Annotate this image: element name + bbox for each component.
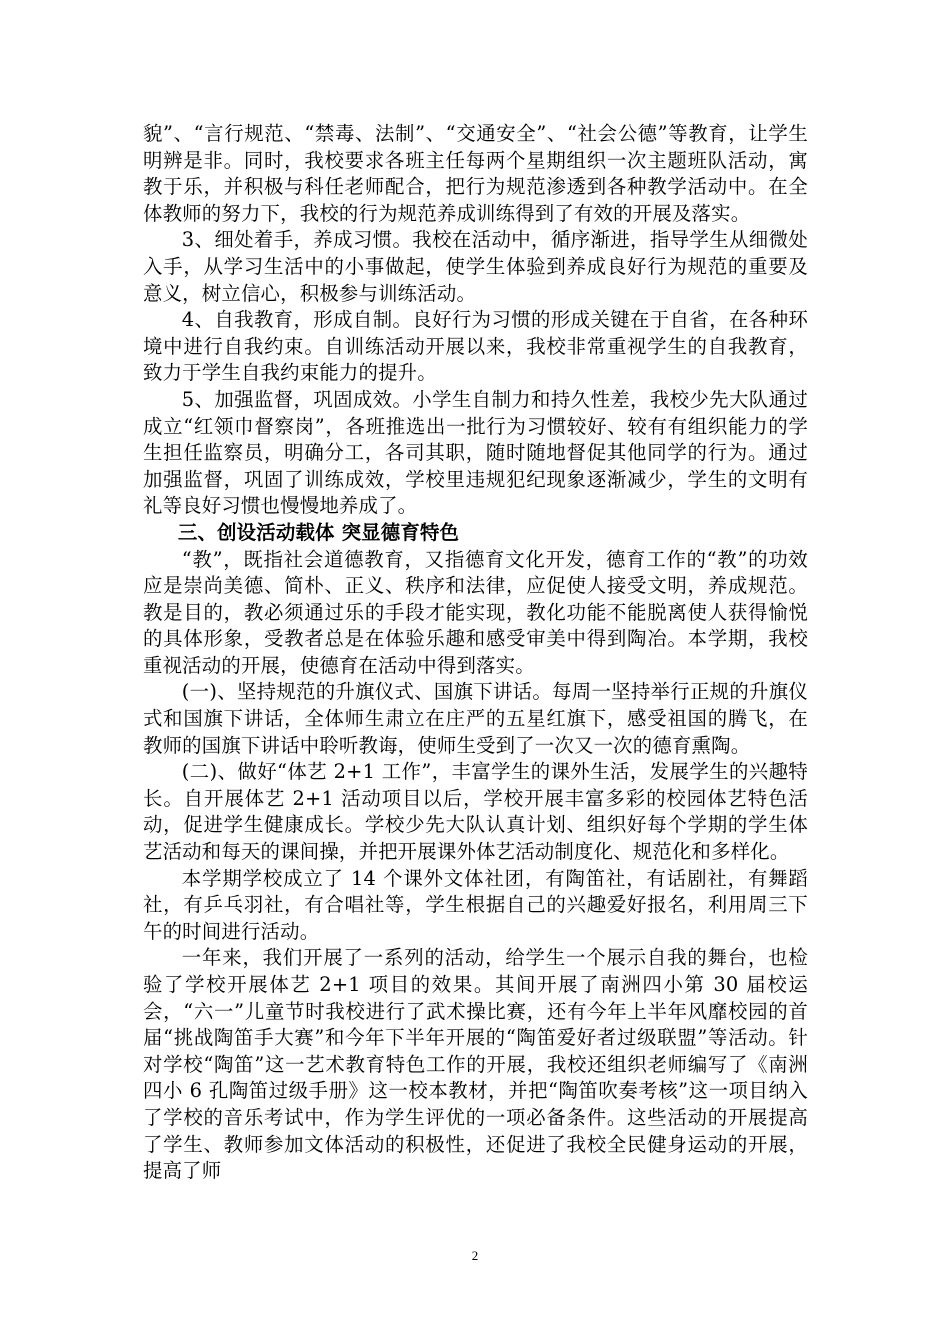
paragraph-teaching-intro: “教”，既指社会道德教育，又指德育文化开发，德育工作的“教”的功效应是崇尚美德、简朴、正义、秩序和法律，应促使人接受文明，养成规范。教是目的，教必须通过乐的手段才能实现，教化功能不能脱离使人获得愉悦的具体形象，受教者总是在体验乐趣和感受审美中得到陶冶。本学期，我校重视活动的开展，使德育在活动中得到落实。 [143,547,808,677]
paragraph-item-4: 4、自我教育，形成自制。良好行为习惯的形成关键在于自省，在各种环境中进行自我约束。自训练活动开展以来，我校非常重视学生的自我教育，致力于学生自我约束能力的提升。 [143,308,808,385]
page-number: 2 [471,1248,479,1263]
document-body [143,121,808,1185]
paragraph-clubs: 本学期学校成立了 14 个课外文体社团，有陶笛社，有话剧社，有舞蹈社，有乒乓羽社，有合唱社等，学生根据自己的兴趣爱好报名，利用周三下午的时间进行活动。 [143,866,808,943]
paragraph-item-3: 3、细处着手，养成习惯。我校在活动中，循序渐进，指导学生从细微处入手，从学习生活中的小事做起，使学生体验到养成良好行为规范的重要及意义，树立信心，积极参与训练活动。 [143,228,808,305]
paragraph-sports-arts: (二)、做好“体艺 2+1 工作”，丰富学生的课外生活，发展学生的兴趣特长。自开展体艺 2+1 活动项目以后，学校开展丰富多彩的校园体艺特色活动，促进学生健康成长。学校少先大队认真计划、组织好每个学期的学生体艺活动和每天的课间操，并把开展课外体艺活动制度化、规范化和多样化。 [143,760,808,864]
paragraph-activities-year: 一年来，我们开展了一系列的活动，给学生一个展示自我的舞台，也检验了学校开展体艺 2+1 项目的效果。其间开展了南洲四小第 30 届校运会，“六一”儿童节时我校进行了武术操比赛，还有今年上半年风靡校园的首届“挑战陶笛手大赛”和今年下半年开展的“陶笛爱好者过级联盟”等活动。针对学校“陶笛”这一艺术教育特色工作的开展，我校还组织老师编写了《南洲四小 6 孔陶笛过级手册》这一校本教材，并把“陶笛吹奏考核”这一项目纳入了学校的音乐考试中，作为学生评优的一项必备条件。这些活动的开展提高了学生、教师参加文体活动的积极性，还促进了我校全民健身运动的开展，提高了师 [143,946,808,1183]
paragraph-item-5: 5、加强监督，巩固成效。小学生自制力和持久性差，我校少先大队通过成立“红领巾督察岗”，各班推选出一批行为习惯较好、较有有组织能力的学生担任监察员，明确分工，各司其职，随时随地督促其他同学的行为。通过加强监督，巩固了训练成效，学校里违规犯纪现象逐渐减少，学生的文明有礼等良好习惯也慢慢地养成了。 [143,387,808,518]
paragraph-conduct-education: 貌”、“言行规范、“禁毒、法制”、“交通安全”、“社会公德”等教育，让学生明辨是非。同时，我校要求各班主任每两个星期组织一次主题班队活动，寓教于乐，并积极与科任老师配合，把行为规范渗透到各种教学活动中。在全体教师的努力下，我校的行为规范养成训练得到了有效的开展及落实。 [143,122,808,225]
paragraph-flag-ceremony: (一)、坚持规范的升旗仪式、国旗下讲话。每周一坚持举行正规的升旗仪式和国旗下讲话，全体师生肃立在庄严的五星红旗下，感受祖国的腾飞，在教师的国旗下讲话中聆听教诲，使师生受到了一次又一次的德育熏陶。 [143,680,808,757]
section-heading-3: 三、创设活动载体 突显德育特色 [177,520,460,544]
